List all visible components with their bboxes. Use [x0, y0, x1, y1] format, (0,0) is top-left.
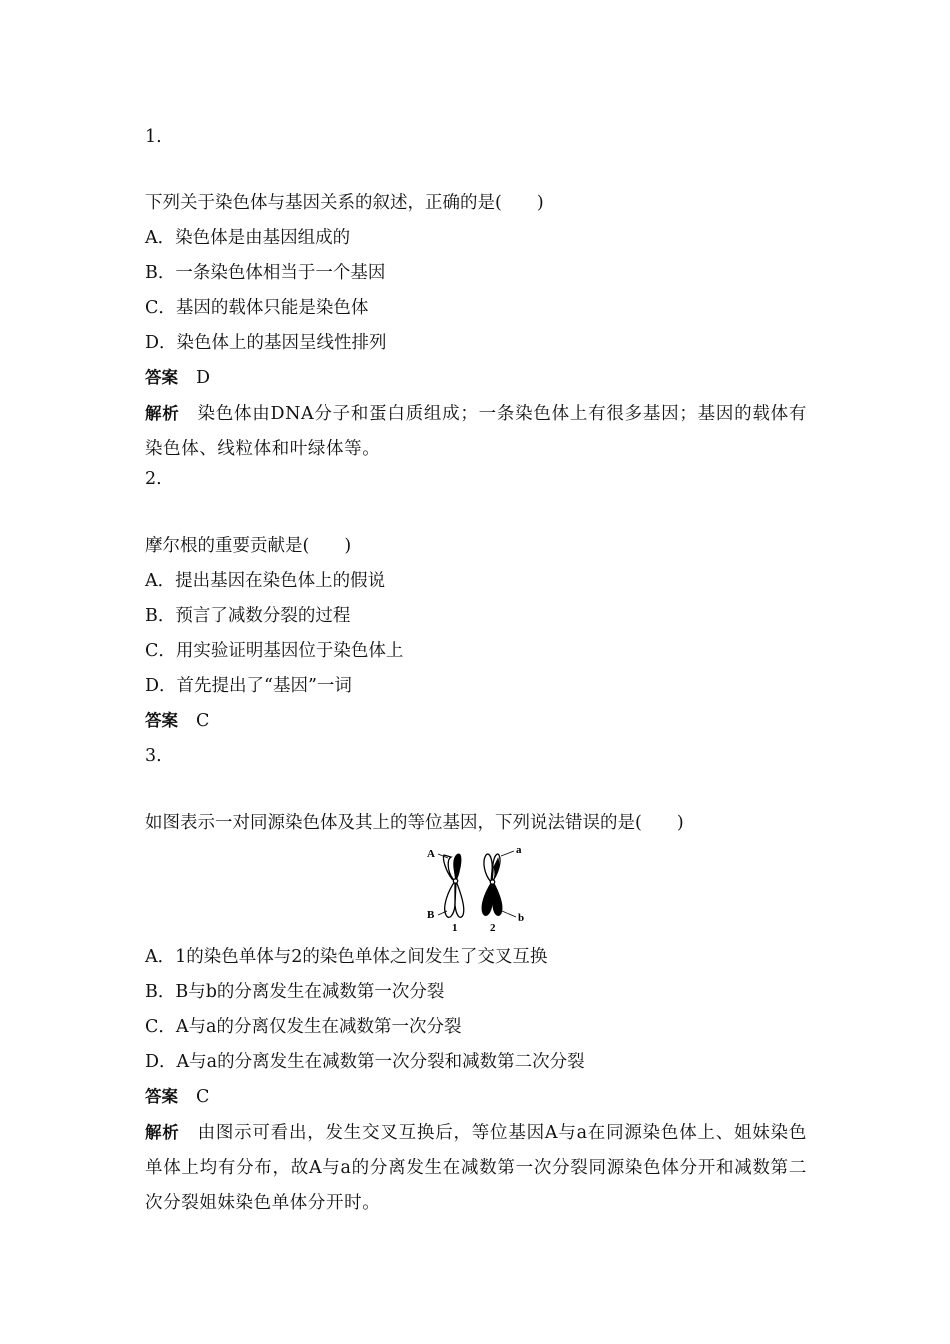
question-3-number: 3. — [145, 746, 162, 766]
answer-value: D — [196, 368, 211, 388]
chromosome-figure — [420, 845, 532, 933]
question-3-option-a: A．1的染色单体与2的染色单体之间发生了交叉互换 — [145, 947, 548, 967]
answer-label: 答案 — [145, 368, 178, 387]
answer-label: 答案 — [145, 1087, 178, 1106]
question-1-option-b: B．一条染色体相当于一个基因 — [145, 263, 386, 283]
analysis-label: 解析 — [145, 404, 180, 423]
question-1-number: 1. — [145, 127, 162, 147]
question-3-stem: 如图表示一对同源染色体及其上的等位基因，下列说法错误的是( ) — [145, 813, 684, 833]
answer-value: C — [196, 1087, 210, 1107]
question-2-number: 2. — [145, 469, 162, 489]
analysis-text: 由图示可看出，发生交叉互换后，等位基因A与a在同源染色体上、姐妹染色单体上均有分布，故A与a的分离发生在减数第一次分裂同源染色体分开和减数第二次分裂姐妹染色单体分开时。 — [145, 1123, 807, 1213]
analysis-text: 染色体由DNA分子和蛋白质组成；一条染色体上有很多基因；基因的载体有染色体、线粒体和叶绿体等。 — [145, 404, 807, 459]
question-1-analysis — [145, 396, 807, 467]
question-1-option-d: D．染色体上的基因呈线性排列 — [145, 333, 387, 353]
chromosome-number-2: 2 — [490, 922, 496, 933]
answer-value: C — [196, 711, 210, 731]
gene-label-B: B — [427, 909, 435, 921]
question-3-option-b: B．B与b的分离发生在减数第一次分裂 — [145, 982, 445, 1002]
question-2-option-d: D．首先提出了“基因”一词 — [145, 676, 352, 696]
question-2-stem: 摩尔根的重要贡献是( ) — [145, 536, 352, 556]
question-2-option-b: B．预言了减数分裂的过程 — [145, 606, 351, 626]
analysis-label: 解析 — [145, 1123, 180, 1142]
gene-label-A: A — [427, 848, 435, 860]
question-1-option-a: A．染色体是由基因组成的 — [145, 228, 351, 248]
question-1-answer — [145, 366, 210, 390]
gene-label-b: b — [518, 912, 525, 924]
gene-label-a: a — [516, 845, 522, 856]
question-1-stem: 下列关于染色体与基因关系的叙述，正确的是( ) — [145, 193, 544, 213]
question-3-option-c: C．A与a的分离仅发生在减数第一次分裂 — [145, 1017, 462, 1037]
question-2-option-a: A．提出基因在染色体上的假说 — [145, 571, 386, 591]
question-3-option-d: D．A与a的分离发生在减数第一次分裂和减数第二次分裂 — [145, 1052, 585, 1072]
chromosome-number-1: 1 — [452, 922, 458, 933]
chromosome-2 — [482, 854, 502, 915]
chromosome-1 — [443, 854, 463, 917]
question-2-option-c: C．用实验证明基因位于染色体上 — [145, 641, 404, 661]
question-2-answer — [145, 709, 209, 733]
question-3-answer — [145, 1085, 209, 1109]
question-1-option-c: C．基因的载体只能是染色体 — [145, 298, 369, 318]
answer-label: 答案 — [145, 711, 178, 730]
question-3-analysis — [145, 1115, 807, 1221]
homologous-chromosomes-diagram — [420, 845, 532, 933]
